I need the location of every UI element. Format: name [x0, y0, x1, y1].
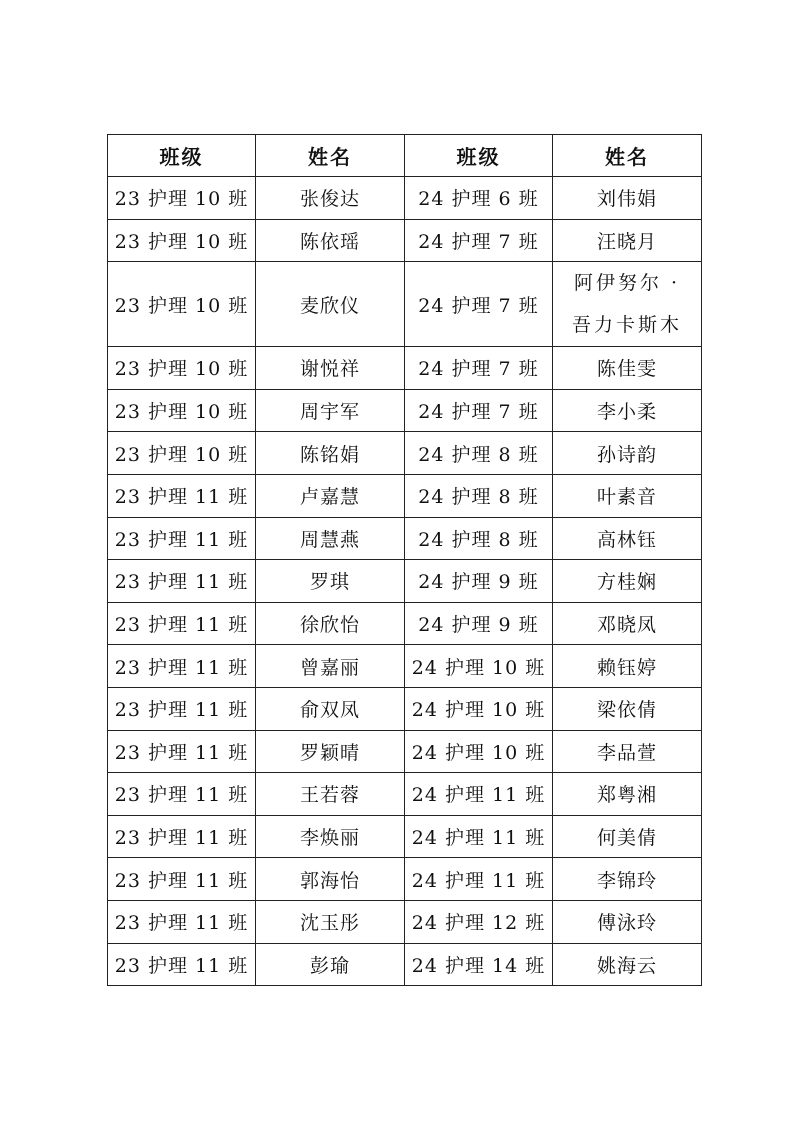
student-roster-table — [107, 134, 702, 986]
table-row — [108, 943, 702, 986]
cell-class-left: 23 护理 11 班 — [108, 815, 256, 858]
cell-class-right: 24 护理 7 班 — [405, 262, 553, 347]
cell-class-right: 24 护理 12 班 — [405, 900, 553, 943]
cell-name-left: 徐欣怡 — [256, 602, 405, 645]
cell-class-right: 24 护理 7 班 — [405, 219, 553, 262]
cell-class-left: 23 护理 11 班 — [108, 560, 256, 603]
cell-name-right: 姚海云 — [553, 943, 702, 986]
cell-name-right: 郑粤湘 — [553, 773, 702, 816]
cell-name-right: 梁依倩 — [553, 687, 702, 730]
cell-name-left: 周慧燕 — [256, 517, 405, 560]
cell-name-left: 陈依瑶 — [256, 219, 405, 262]
table-row — [108, 560, 702, 603]
cell-name-right: 方桂娴 — [553, 560, 702, 603]
cell-class-left: 23 护理 11 班 — [108, 687, 256, 730]
cell-class-right: 24 护理 8 班 — [405, 474, 553, 517]
cell-class-right: 24 护理 9 班 — [405, 602, 553, 645]
table-row — [108, 219, 702, 262]
cell-class-left: 23 护理 11 班 — [108, 730, 256, 773]
cell-class-left: 23 护理 10 班 — [108, 177, 256, 220]
cell-name-left: 卢嘉慧 — [256, 474, 405, 517]
table-row — [108, 602, 702, 645]
cell-class-right: 24 护理 8 班 — [405, 517, 553, 560]
cell-name-left: 李焕丽 — [256, 815, 405, 858]
cell-name-left: 陈铭娟 — [256, 432, 405, 475]
cell-name-left: 谢悦祥 — [256, 347, 405, 390]
cell-class-right: 24 护理 7 班 — [405, 347, 553, 390]
cell-name-right: 陈佳雯 — [553, 347, 702, 390]
cell-class-left: 23 护理 10 班 — [108, 347, 256, 390]
table-row — [108, 517, 702, 560]
cell-class-left: 23 护理 11 班 — [108, 943, 256, 986]
cell-name-left: 张俊达 — [256, 177, 405, 220]
cell-name-right: 何美倩 — [553, 815, 702, 858]
cell-name-left: 郭海怡 — [256, 858, 405, 901]
table-row — [108, 262, 702, 347]
table-row — [108, 645, 702, 688]
cell-class-left: 23 护理 10 班 — [108, 219, 256, 262]
cell-name-left: 彭瑜 — [256, 943, 405, 986]
cell-class-right: 24 护理 8 班 — [405, 432, 553, 475]
cell-class-right: 24 护理 7 班 — [405, 389, 553, 432]
cell-name-left: 麦欣仪 — [256, 262, 405, 347]
cell-class-left: 23 护理 11 班 — [108, 773, 256, 816]
cell-class-left: 23 护理 11 班 — [108, 602, 256, 645]
cell-name-right: 刘伟娟 — [553, 177, 702, 220]
header-class-left: 班级 — [108, 135, 256, 177]
header-name-right: 姓名 — [553, 135, 702, 177]
cell-class-left: 23 护理 10 班 — [108, 262, 256, 347]
cell-class-left: 23 护理 11 班 — [108, 900, 256, 943]
table-body — [108, 177, 702, 986]
cell-class-right: 24 护理 6 班 — [405, 177, 553, 220]
header-class-right: 班级 — [405, 135, 553, 177]
cell-class-right: 24 护理 9 班 — [405, 560, 553, 603]
cell-name-left: 俞双凤 — [256, 687, 405, 730]
cell-name-left: 沈玉彤 — [256, 900, 405, 943]
cell-name-right: 阿伊努尔 · 吾力卡斯木 — [553, 262, 702, 347]
cell-class-left: 23 护理 11 班 — [108, 474, 256, 517]
cell-class-right: 24 护理 11 班 — [405, 815, 553, 858]
header-row — [108, 135, 702, 177]
cell-name-right: 李锦玲 — [553, 858, 702, 901]
cell-class-left: 23 护理 11 班 — [108, 517, 256, 560]
cell-name-left: 罗颖晴 — [256, 730, 405, 773]
cell-class-right: 24 护理 10 班 — [405, 687, 553, 730]
cell-class-left: 23 护理 10 班 — [108, 389, 256, 432]
cell-name-left: 罗琪 — [256, 560, 405, 603]
table-row — [108, 177, 702, 220]
table-row — [108, 687, 702, 730]
table-row — [108, 815, 702, 858]
table-row — [108, 474, 702, 517]
cell-class-right: 24 护理 11 班 — [405, 773, 553, 816]
cell-name-right: 李品萱 — [553, 730, 702, 773]
table-row — [108, 730, 702, 773]
cell-name-right: 高林钰 — [553, 517, 702, 560]
table-row — [108, 432, 702, 475]
table-row — [108, 858, 702, 901]
table-row — [108, 773, 702, 816]
cell-class-right: 24 护理 10 班 — [405, 730, 553, 773]
cell-name-left: 曾嘉丽 — [256, 645, 405, 688]
cell-name-right: 孙诗韵 — [553, 432, 702, 475]
cell-name-right: 李小柔 — [553, 389, 702, 432]
cell-name-left: 周宇军 — [256, 389, 405, 432]
cell-class-right: 24 护理 10 班 — [405, 645, 553, 688]
cell-class-left: 23 护理 11 班 — [108, 645, 256, 688]
cell-name-right: 傅泳玲 — [553, 900, 702, 943]
header-name-left: 姓名 — [256, 135, 405, 177]
cell-class-left: 23 护理 10 班 — [108, 432, 256, 475]
table-header — [108, 135, 702, 177]
cell-name-right: 赖钰婷 — [553, 645, 702, 688]
cell-class-right: 24 护理 14 班 — [405, 943, 553, 986]
table-row — [108, 389, 702, 432]
table-row — [108, 900, 702, 943]
cell-class-left: 23 护理 11 班 — [108, 858, 256, 901]
cell-name-right: 叶素音 — [553, 474, 702, 517]
cell-name-right: 汪晓月 — [553, 219, 702, 262]
table-row — [108, 347, 702, 390]
cell-class-right: 24 护理 11 班 — [405, 858, 553, 901]
cell-name-left: 王若蓉 — [256, 773, 405, 816]
cell-name-right: 邓晓凤 — [553, 602, 702, 645]
